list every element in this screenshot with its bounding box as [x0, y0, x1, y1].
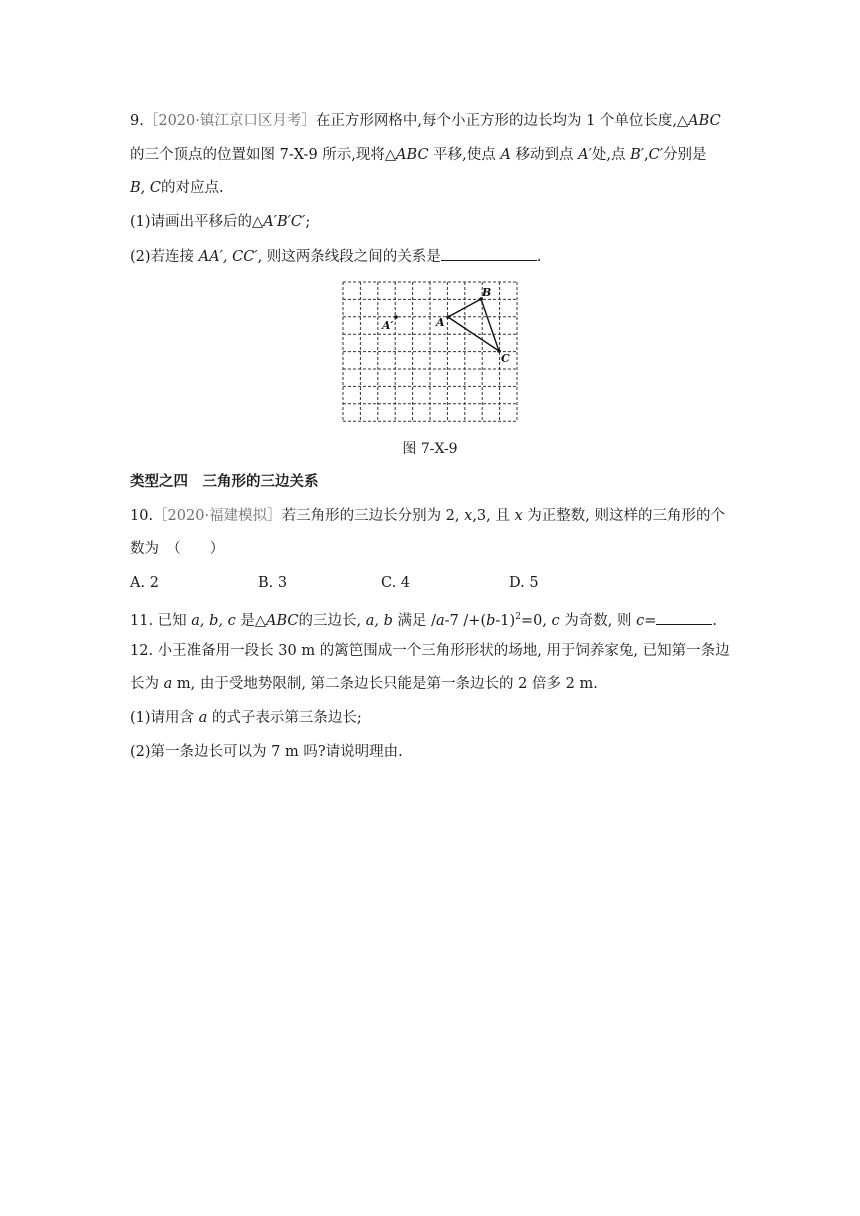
q10-line-2: 数为 （ ）: [130, 541, 225, 557]
q11-i: =0,: [520, 612, 552, 629]
q10-line1-b: ,3, 且: [472, 508, 515, 524]
q11-h: -1): [495, 612, 516, 629]
q11-ab: a, b: [365, 612, 393, 629]
q10-option-d[interactable]: D. 5: [509, 575, 539, 591]
q11-l-c: c: [636, 612, 645, 629]
q12-part-1: [130, 708, 362, 728]
q11-j-c: c: [551, 612, 560, 629]
section-heading: 类型之四 三角形的三边关系: [130, 474, 319, 490]
q9-source: ［2020·镇江京口区月考］: [143, 113, 316, 129]
q12-part1-a: (1)请用含: [130, 710, 199, 726]
q10-line1-x: x: [464, 508, 473, 524]
q10-line1-x2: x: [514, 508, 523, 524]
q9-number: 9.: [130, 113, 144, 129]
q10-option-b[interactable]: B. 3: [258, 575, 288, 591]
q9-part2-seg: AA′, CC′: [198, 249, 258, 265]
q10-line1-a: 若三角形的三边长分别为 2,: [281, 508, 465, 524]
q11-f: -7 /+(: [444, 612, 487, 629]
q11-c: 的三边长,: [298, 612, 366, 629]
q9-line3-bc: B, C: [130, 180, 161, 196]
q9-part1-b: ;: [305, 214, 311, 230]
q9-line1-text: 在正方形网格中,每个小正方形的边长均为 1 个单位长度,△: [315, 113, 689, 129]
q9-line2-C1: C′: [648, 147, 664, 163]
q11-k: 为奇数, 则: [559, 612, 637, 629]
q11-m: =: [644, 612, 657, 629]
q9-part2-end: .: [536, 249, 542, 265]
q10-line-1: [130, 506, 725, 526]
q11-d: 满足 /: [392, 612, 437, 629]
q9-part1-a: (1)请画出平移后的△: [130, 214, 264, 230]
q9-line3-text: 的对应点.: [160, 180, 224, 196]
q9-line2-e: ,: [644, 147, 649, 163]
q9-line2-abc: ABC: [396, 147, 429, 163]
q12-line-2: [130, 674, 598, 694]
q10-number: 10.: [130, 508, 154, 524]
q9-part2-b: , 则这两条线段之间的关系是: [257, 249, 441, 265]
q9-answer-blank[interactable]: [441, 246, 537, 261]
q11-sup: 2: [515, 612, 521, 622]
segment-bc: [481, 299, 499, 351]
q9-line1-abc: ABC: [688, 113, 721, 129]
point-a-prime: [394, 315, 398, 319]
q9-part-1: [130, 212, 310, 232]
q9-line2-a: 的三个顶点的位置如图 7-X-9 所示,现将△: [130, 147, 397, 163]
q12-part1-b: 的式子表示第三条边长;: [207, 710, 362, 726]
q12-line2-a: 长为: [130, 676, 164, 692]
q12-line-1: 12. 小王准备用一段长 30 m 的篱笆围成一个三角形形状的场地, 用于饲养家兔, 已知第一条边: [130, 643, 730, 659]
q12-line2-b: m, 由于受地势限制, 第二条边长只能是第一条边长的 2 倍多 2 m.: [172, 676, 598, 692]
q9-line2-B1: B′: [630, 147, 645, 163]
q9-line2-A: A: [500, 147, 511, 163]
q9-line-2: [130, 145, 707, 165]
q9-line2-f: 分别是: [663, 147, 707, 163]
q9-line-3: [130, 178, 224, 198]
q9-line-1: [130, 111, 721, 131]
q11-end: .: [712, 612, 717, 629]
q11-abc: a, b, c: [191, 612, 236, 629]
q9-part1-tri: A′B′C′: [263, 214, 306, 230]
figure-caption: 图 7-X-9: [402, 441, 458, 457]
label-b: B: [482, 286, 492, 299]
q9-part2-a: (2)若连接: [130, 249, 199, 265]
q11-tri: ABC: [266, 612, 299, 629]
q12-line2-var: a: [163, 676, 173, 692]
q9-line2-d: 处,点: [591, 147, 631, 163]
q9-part-2: [130, 246, 541, 267]
point-a: [446, 315, 450, 319]
q11-answer-blank[interactable]: [656, 610, 712, 625]
q10-line1-c: 为正整数, 则这样的三角形的个: [522, 508, 726, 524]
q10-option-a[interactable]: A. 2: [130, 575, 159, 591]
label-a: A: [436, 316, 445, 329]
q12-part-2: (2)第一条边长可以为 7 m 吗?请说明理由.: [130, 744, 403, 760]
q11-g-b: b: [486, 612, 496, 629]
q11-e-a: a: [436, 612, 445, 629]
label-a-prime: A′: [382, 319, 394, 332]
q9-line2-A1: A′: [578, 147, 592, 163]
q11-a: 11. 已知: [130, 612, 192, 629]
q10-option-c[interactable]: C. 4: [381, 575, 411, 591]
q9-line2-c: 移动到点: [510, 147, 579, 163]
label-c: C: [501, 352, 510, 365]
q12-part1-var: a: [198, 710, 208, 726]
q11-line: [130, 607, 717, 631]
grid-figure: [341, 281, 519, 423]
q11-b: 是△: [235, 612, 267, 629]
q9-line2-b: 平移,使点: [428, 147, 501, 163]
q10-source: ［2020·福建模拟］: [153, 508, 282, 524]
